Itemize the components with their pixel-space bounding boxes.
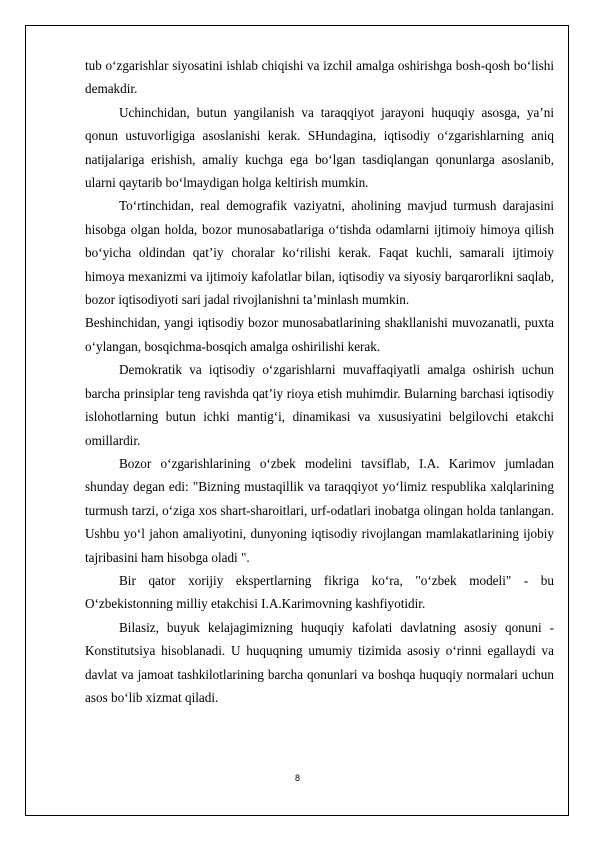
paragraph-constitution: Bilasiz, buyuk kelajagimizning huquqiy kafolati davlatning asosiy qonuni - Konstitutsiya hisoblanadi. U huquqning umumiy tizimida asosiy o‘rinni egallaydi va davlat va jamoat tashkilotlarining barcha qonunlari va boshqa huquqiy normalari uchun asos bo‘lib xizmat qiladi. bbox=[85, 619, 554, 705]
paragraph-fourth-point: To‘rtinchidan, real demografik vaziyatni, aholining mavjud turmush darajasini hisobga olgan holda, bozor munosabatlariga o‘tishda odamlarni ijtimoiy himoya qilish bo‘yicha oldindan qat’iy choralar ko‘rilishi kerak. Faqat kuchli, samarali ijtimoiy himoya mexanizmi va ijtimoiy kafolatlar bilan, iqtisodiy va siyosiy barqarorlikni saqlab, bozor iqtisodiyoti sari jadal rivojlanishni ta’minlash mumkin. bbox=[85, 198, 554, 308]
document-body bbox=[85, 54, 554, 709]
paragraph-third-point: Uchinchidan, butun yangilanish va taraqqiyot jarayoni huquqiy asosga, ya’ni qonun ustuvorligiga asoslanishi kerak. SHundagina, iqtisodiy o‘zgarishlarning aniq natijalariga erishish, amaliy kuchga ega bo‘lgan tasdiqlangan qonunlarga asoslanib, ularni qaytarib bo‘lmaydigan holga keltirish mumkin. bbox=[85, 104, 554, 191]
paragraph-continuation: tub o‘zgarishlar siyosatini ishlab chiqishi va izchil amalga oshirishga bosh-qosh bo‘lishi demakdir. bbox=[85, 58, 554, 97]
paragraph-principles: Demokratik va iqtisodiy o‘zgarishlarni muvaffaqiyatli amalga oshirish uchun barcha prinsiplar teng ravishda qat’iy rioya etish muhimdir. Bularning barchasi iqtisodiy islohotlarning butun ichki mantig‘i, dinamikasi va xususiyatini belgilovchi etakchi omillardir. bbox=[85, 362, 554, 448]
paragraph-quote: Bozor o‘zgarishlarining o‘zbek modelini tavsiflab, I.A. Karimov jumladan shunday degan edi: "Bizning mustaqillik va taraqqiyot yo‘limiz respublika xalqlarining turmush tarzi, o‘ziga xos shart-sharoitlari, urf-odatlari inobatga olingan holda tanlangan. Ushbu yo‘l jahon amaliyotini, dunyoning iqtisodiy rivojlangan mamlakatlarining ijobiy tajribasini ham hisobga oladi ". bbox=[85, 455, 554, 565]
page-number: 8 bbox=[294, 773, 300, 783]
paragraph-experts: Bir qator xorijiy ekspertlarning fikriga ko‘ra, "o‘zbek modeli" - bu O‘zbekistonning milliy etakchisi I.A.Karimovning kashfiyotidir. bbox=[85, 572, 554, 612]
paragraph-fifth-point: Beshinchidan, yangi iqtisodiy bozor munosabatlarining shakllanishi muvozanatli, puxta o‘ylangan, bosqichma-bosqich amalga oshirilishi kerak. bbox=[85, 315, 554, 354]
